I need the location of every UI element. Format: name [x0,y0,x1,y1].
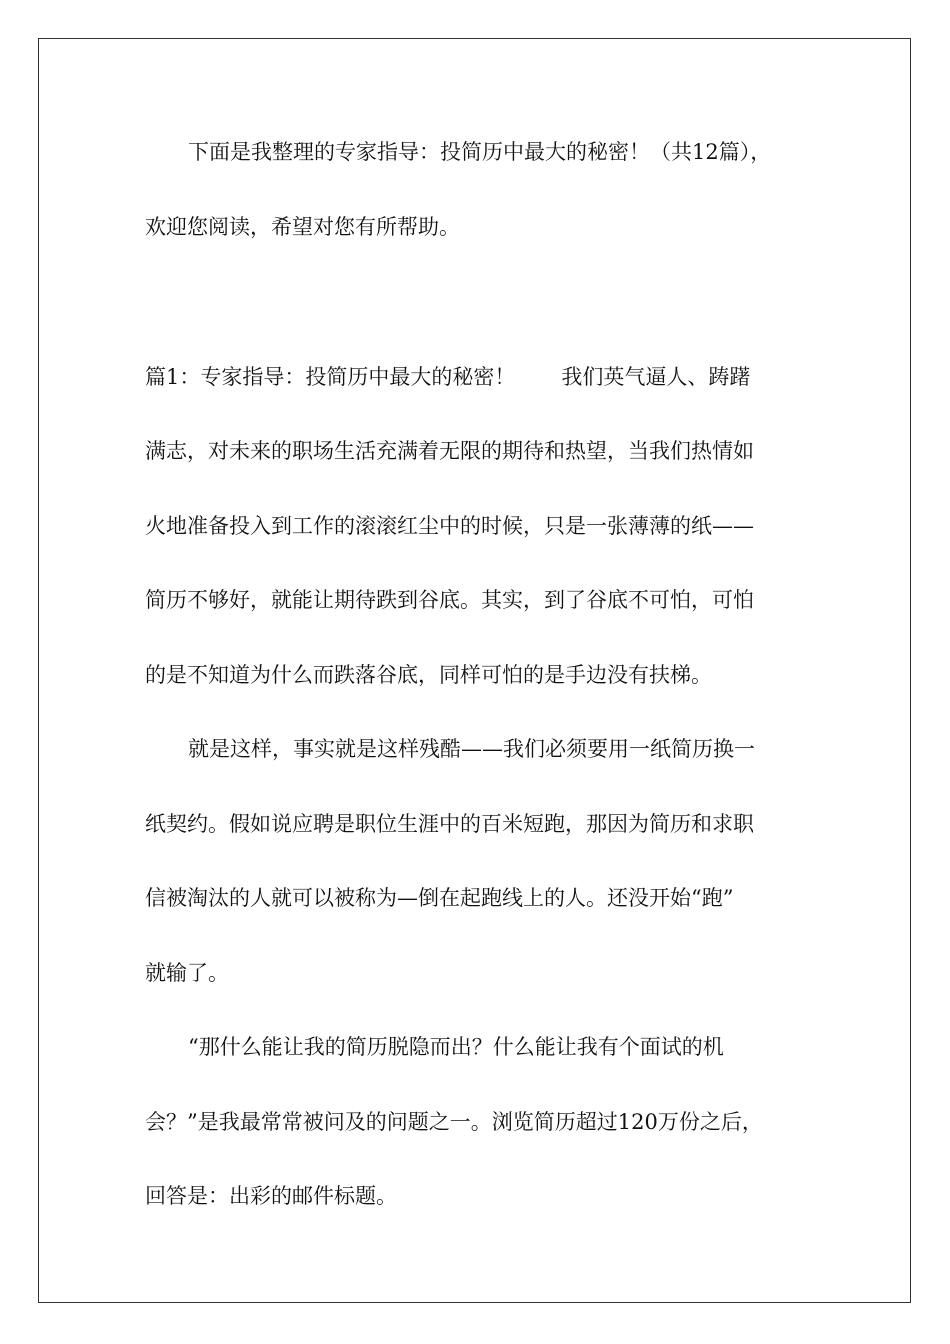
body-line: 就是这样，事实就是这样残酷——我们必须要用一纸简历换一 [188,737,755,761]
body-line: 火地准备投入到工作的滚滚红尘中的时候，只是一张薄薄的纸—— [145,514,754,538]
article-heading: 篇1：专家指导：投简历中最大的秘密！ [145,365,516,389]
body-line: 的是不知道为什么而跌落谷底，同样可怕的是手边没有扶梯。 [145,663,712,687]
body-line: 就输了。 [145,961,229,985]
body-line: 回答是：出彩的邮件标题。 [145,1184,397,1208]
body-line: 简历不够好，就能让期待跌到谷底。其实，到了谷底不可怕，可怕 [145,588,754,612]
intro-line-1: 下面是我整理的专家指导：投简历中最大的秘密！（共12篇）， [188,140,772,164]
body-line: 会？”是我最常常被问及的问题之一。浏览简历超过120万份之后， [145,1110,763,1134]
body-line: 纸契约。假如说应聘是职位生涯中的百米短跑，那因为简历和求职 [145,812,754,836]
article-heading-tail: 我们英气逼人、踌躇 [561,365,751,389]
body-line: 满志，对未来的职场生活充满着无限的期待和热望，当我们热情如 [145,439,754,463]
body-line: 信被淘汰的人就可以被称为—倒在起跑线上的人。还没开始“跑” [145,886,734,910]
article-heading-line [145,363,750,391]
body-line: “那什么能让我的简历脱隐而出？什么能让我有个面试的机 [188,1035,724,1059]
intro-line-2: 欢迎您阅读，希望对您有所帮助。 [145,215,460,239]
